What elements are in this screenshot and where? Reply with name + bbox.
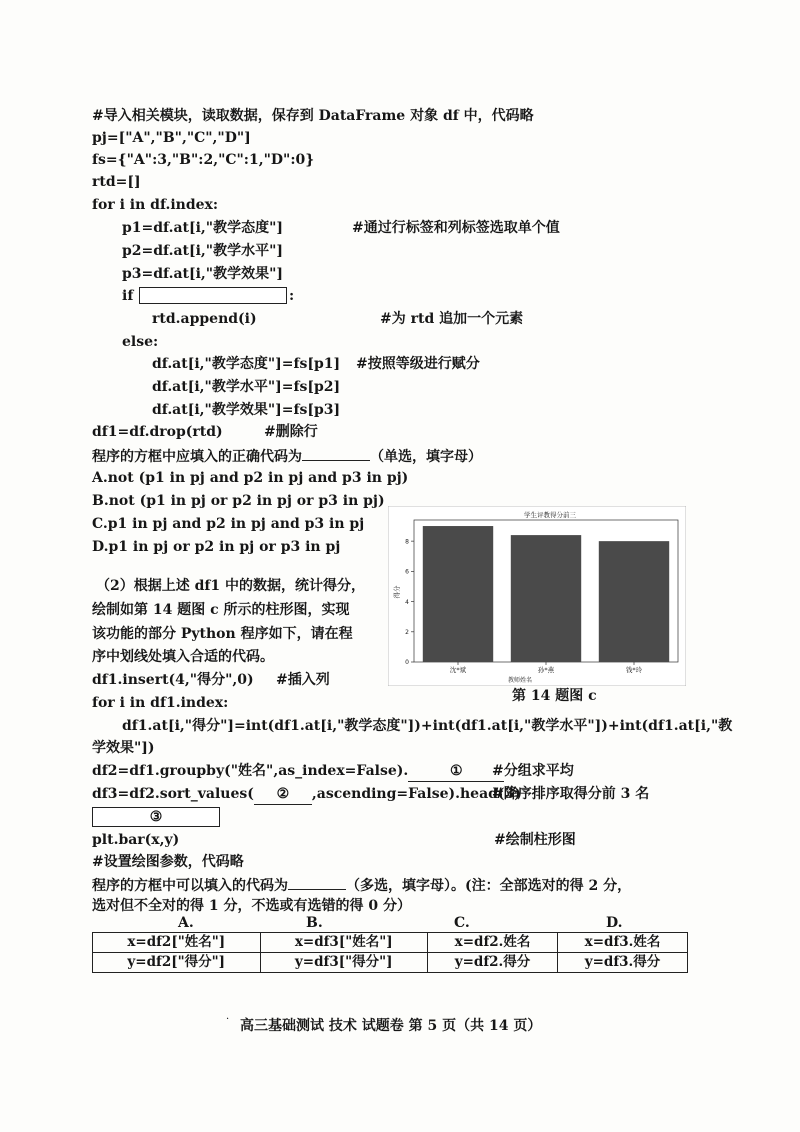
q1-option-c: C.p1 in pj and p2 in pj and p3 in pj: [92, 516, 365, 532]
y-tick-label: 2: [405, 628, 409, 636]
sort-code-start: df3=df2.sort_values(: [92, 786, 254, 802]
opt-header-d: D.: [606, 915, 623, 931]
code-line-fs-p3: df.at[i,"教学效果"]=fs[p3]: [152, 402, 341, 418]
answer-box-condition[interactable]: [139, 287, 287, 304]
code-comment-append: #为 rtd 追加一个元素: [380, 311, 524, 327]
code-line-score-cont: 学效果"]): [92, 740, 155, 756]
opt-a-x: x=df2["姓名"]: [93, 933, 261, 953]
opt-c-x: x=df2.姓名: [428, 933, 558, 953]
code-line-sort: [92, 784, 521, 805]
y-tick-label: 6: [405, 568, 409, 576]
code-comment-score: #按照等级进行赋分: [356, 356, 480, 372]
chart-x-label: 教师姓名: [507, 677, 533, 684]
code-line-if: if: [122, 288, 134, 304]
opt-header-c: C.: [454, 915, 470, 931]
y-tick-label: 4: [405, 598, 409, 606]
q2-text-line2: 绘制如第 14 题图 c 所示的柱形图，实现: [92, 602, 350, 618]
q1-answer-blank[interactable]: [302, 445, 370, 461]
code-comment-sort: #降序排序取得分前 3 名: [492, 786, 650, 802]
answer-box-3[interactable]: ③: [92, 807, 220, 827]
code-line-insert: df1.insert(4,"得分",0): [92, 672, 254, 688]
q2-text-line3: 该功能的部分 Python 程序如下，请在程: [92, 626, 353, 642]
sort-code-end: ,ascending=False).head(3): [311, 786, 521, 802]
q1-prompt-text: 程序的方框中应填入的正确代码为: [92, 449, 302, 465]
opt-a-y: y=df2["得分"]: [93, 953, 261, 973]
q2-multi-answer-blank[interactable]: [288, 874, 346, 890]
code-line-p3: p3=df.at[i,"教学效果"]: [122, 266, 284, 282]
code-colon: :: [289, 288, 295, 304]
opt-header-a: A.: [178, 915, 194, 931]
code-comment-params: #设置绘图参数，代码略: [92, 854, 244, 870]
x-tick-label: 钱*玲: [625, 666, 643, 674]
options-table: [92, 932, 688, 973]
opt-header-b: B.: [306, 915, 323, 931]
q1-option-d: D.p1 in pj or p2 in pj or p3 in pj: [92, 539, 341, 555]
opt-b-y: y=df3["得分"]: [260, 953, 428, 973]
code-line-bar: plt.bar(x,y): [92, 832, 180, 848]
q2-multi-text-2: （多选，填字母）。(注：全部选对的得 2 分，: [346, 878, 632, 894]
y-tick-label: 8: [405, 538, 409, 546]
table-row: [93, 933, 688, 953]
code-comment-p1: #通过行标签和列标签选取单个值: [352, 220, 560, 236]
opt-d-y: y=df3.得分: [557, 953, 687, 973]
code-line-for-df1: for i in df1.index:: [92, 695, 229, 711]
code-line-pj: pj=["A","B","C","D"]: [92, 130, 251, 146]
bar: [511, 535, 581, 662]
code-line-p2: p2=df.at[i,"教学水平"]: [122, 243, 284, 259]
y-tick-label: 0: [405, 659, 409, 667]
code-line-p1: p1=df.at[i,"教学态度"]: [122, 220, 284, 236]
q2-text-line1: （2）根据上述 df1 中的数据，统计得分，: [96, 578, 366, 594]
code-line-rtd: rtd=[]: [92, 174, 141, 190]
blank-2[interactable]: ②: [254, 784, 312, 805]
code-line-for: for i in df.index:: [92, 197, 219, 213]
chart-y-label: 得分: [393, 585, 401, 599]
bar: [423, 526, 493, 662]
q1-option-a: A.not (p1 in pj and p2 in pj and p3 in pj): [92, 470, 409, 486]
q2-text-line4: 序中划线处填入合适的代码。: [92, 649, 274, 665]
code-line-fs-p1: df.at[i,"教学态度"]=fs[p1]: [152, 356, 341, 372]
blank-1[interactable]: ①: [408, 761, 504, 782]
code-line-groupby: [92, 761, 504, 782]
bar-chart: [388, 506, 686, 686]
opt-c-y: y=df2.得分: [428, 953, 558, 973]
q1-option-b: B.not (p1 in pj or p2 in pj or p3 in pj): [92, 493, 385, 509]
chart-title: 学生评教得分前三: [524, 511, 576, 519]
code-line-append: rtd.append(i): [152, 311, 257, 327]
q1-prompt-suffix: （单选，填字母）: [370, 449, 482, 465]
code-comment-bar: #绘制柱形图: [494, 832, 576, 848]
table-row: [93, 953, 688, 973]
code-comment-groupby: #分组求平均: [492, 763, 574, 779]
code-line-score: df1.at[i,"得分"]=int(df1.at[i,"教学态度"])+int(df1.at[i,"教学水平"])+int(df1.at[i,"教: [122, 718, 733, 734]
code-comment-import: #导入相关模块，读取数据，保存到 DataFrame 对象 df 中，代码略: [92, 108, 534, 124]
code-comment-insert: #插入列: [276, 672, 330, 688]
opt-d-x: x=df3.姓名: [557, 933, 687, 953]
opt-b-x: x=df3["姓名"]: [260, 933, 428, 953]
q1-prompt: [92, 445, 482, 467]
code-line-drop: df1=df.drop(rtd): [92, 424, 223, 440]
q2-multi-prompt: [92, 874, 631, 896]
groupby-code: df2=df1.groupby("姓名",as_index=False).: [92, 763, 409, 779]
footer-mark: ·: [226, 1014, 230, 1025]
x-tick-label: 孙*燕: [537, 666, 555, 674]
code-line-fs-p2: df.at[i,"教学水平"]=fs[p2]: [152, 379, 341, 395]
figure-caption: 第 14 题图 c: [512, 688, 597, 704]
code-comment-drop: #删除行: [264, 424, 318, 440]
code-line-fs: fs={"A":3,"B":2,"C":1,"D":0}: [92, 152, 315, 168]
q2-multi-text: 程序的方框中可以填入的代码为: [92, 878, 288, 894]
code-line-else: else:: [122, 334, 159, 350]
bar: [599, 541, 669, 662]
q2-multi-scoring: 选对但不全对的得 1 分，不选或有选错的得 0 分）: [92, 898, 411, 914]
x-tick-label: 沈*斌: [449, 666, 467, 674]
page-footer: 高三基础测试 技术 试题卷 第 5 页（共 14 页）: [240, 1018, 542, 1034]
